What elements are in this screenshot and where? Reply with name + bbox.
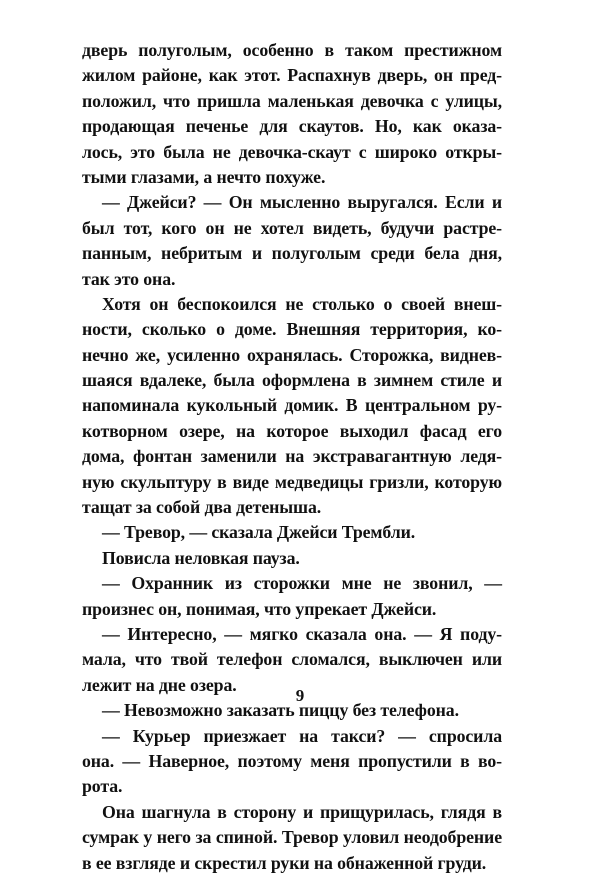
- text-line: — Охранник из сторожки мне не звонил, —: [102, 573, 502, 594]
- text-line: так это она.: [82, 268, 176, 289]
- text-line: лось, это была не девочка-скаут с широко откры-: [82, 141, 502, 162]
- page-number: 9: [295, 686, 305, 705]
- text-line: ности, сколько о доме. Внешняя территория, ко-: [82, 319, 502, 340]
- text-line: продающая печенье для скаутов. Но, как оказа-: [82, 116, 502, 137]
- text-line: рота.: [82, 776, 123, 797]
- text-line: — Невозможно заказать пиццу без телефона.: [102, 700, 459, 721]
- text-line: панным, небритым и полуголым среди бела дня,: [82, 243, 502, 264]
- text-line: произнес он, понимая, что упрекает Джейси.: [82, 598, 437, 619]
- text-line: — Интересно, — мягко сказала она. — Я поду-: [102, 623, 502, 644]
- text-line: тыми глазами, а нечто похуже.: [82, 166, 326, 187]
- text-line: котворном озере, на которое выходил фасад его: [82, 420, 502, 441]
- text-line: дверь полуголым, особенно в таком престижном: [82, 40, 502, 60]
- text-line: шаяся вдалеке, была оформлена в зимнем стиле и: [82, 370, 502, 391]
- text-line: мала, что твой телефон сломался, выключен или: [82, 649, 502, 670]
- text-line: был тот, кого он не хотел видеть, будучи растре-: [82, 217, 502, 238]
- text-line: положил, что пришла маленькая девочка с улицы,: [82, 90, 502, 111]
- text-line: лежит на дне озера.: [82, 674, 237, 695]
- text-line: жилом районе, как этот. Распахнув дверь, он пред-: [82, 65, 502, 86]
- body-text: [82, 38, 502, 876]
- text-line: ную скульптуру в виде медведицы гризли, которую: [82, 471, 502, 492]
- text-line: Хотя он беспокоился не столько о своей внеш-: [102, 293, 502, 314]
- text-line: напоминала кукольный домик. В центральном ру-: [82, 395, 502, 416]
- text-line: тащат за собой два детеныша.: [82, 497, 322, 518]
- text-line: — Джейси? — Он мысленно выругался. Если и: [102, 192, 502, 213]
- text-line: Она шагнула в сторону и прищурилась, глядя в: [102, 801, 502, 822]
- text-line: дома, фонтан заменили на экстравагантную ледя-: [82, 446, 502, 467]
- text-line: нечно же, усиленно охранялась. Сторожка, виднев-: [82, 344, 502, 365]
- text-line: сумрак у него за спиной. Тревор уловил неодобрение: [82, 827, 502, 848]
- text-line: она. — Наверное, поэтому меня пропустили в во-: [82, 750, 502, 771]
- text-line: Повисла неловкая пауза.: [102, 547, 300, 568]
- text-line: — Тревор, — сказала Джейси Трембли.: [102, 522, 416, 543]
- text-line: в ее взгляде и скрестил руки на обнаженной груди.: [82, 852, 487, 873]
- text-line: — Курьер приезжает на такси? — спросила: [102, 725, 502, 746]
